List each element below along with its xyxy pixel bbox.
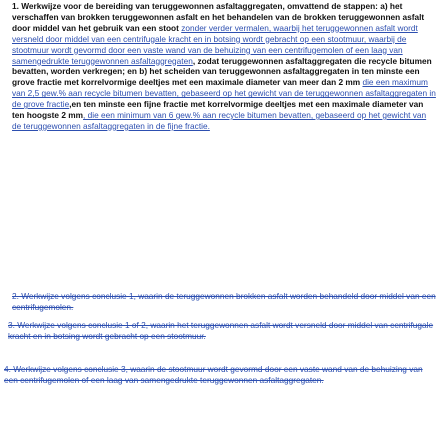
inserted-text: zonder verder vermalen, waarbij het teruggewonnen asfalt wordt versneld door middel van een centrifugale kracht en in botsing wordt gebracht op een stootmuur, waarbij de stootmuur wordt gevormd door een vaste wand van de behuizing van een centrifugemolen of een laag van samengedrukte teruggewonnen asfaltaggregaten	[12, 22, 418, 66]
deleted-text: 4. Werkwijze volgens conclusie 3, waarin de stootmuur wordt gevormd door een vaste wand van de behuizing van een centrifugemolen of een laag van samengedrukte teruggewonnen asfaltaggregaten.	[4, 364, 423, 385]
claim-2	[12, 291, 436, 313]
claim-4	[4, 364, 438, 386]
claim-1-text: ,en ten minste een fijne fractie met korrelvormige deeltjes met een maximale diameter van ten hoogste 2 mm	[12, 99, 424, 121]
deleted-text: 3. Werkwijze volgens conclusie 1 of 2, waarin het teruggewonnen asfalt wordt versneld door middel van centrifugale kracht en in botsing wordt gebracht op een stootmuur.	[8, 320, 434, 341]
claim-1-text: 1. Werkwijze voor de bereiding van teruggewonnen asfaltaggregaten, omvattend de stappen: a) het verschaffen van brokken teruggewonnen asfalt en het behandelen van de brokken teruggewonnen asfalt door middel van het gebruik van een stoot	[12, 1, 425, 33]
inserted-text: , die een minimum van 6 gew.% aan recycle bitumen bevatten, gebaseerd op het gewicht van de teruggewonnen asfaltaggregaten in de fijne fractie.	[12, 110, 427, 131]
claim-3	[8, 320, 438, 342]
inserted-text: die een maximum van 2,5 gew.% aan recycle bitumen bevatten, gebaseerd op het gewicht van de teruggewonnen asfaltaggregaten in de grove fractie	[12, 77, 436, 110]
deleted-text: 2. Werkwijze volgens conclusie 1, waarin de teruggewonnen brokken asfalt worden behandeld door middel van een centrifugemolen.	[12, 291, 436, 312]
claim-1	[12, 1, 436, 132]
claim-1-text: , zodat teruggewonnen asfaltaggregaten die recycle bitumen bevatten, worden verkregen; en b) het scheiden van teruggewonnen asfaltaggregaten in ten minste een grove fractie met korrelvormige deeltjes met een maximale diameter van meer dan 2 mm	[12, 55, 432, 88]
